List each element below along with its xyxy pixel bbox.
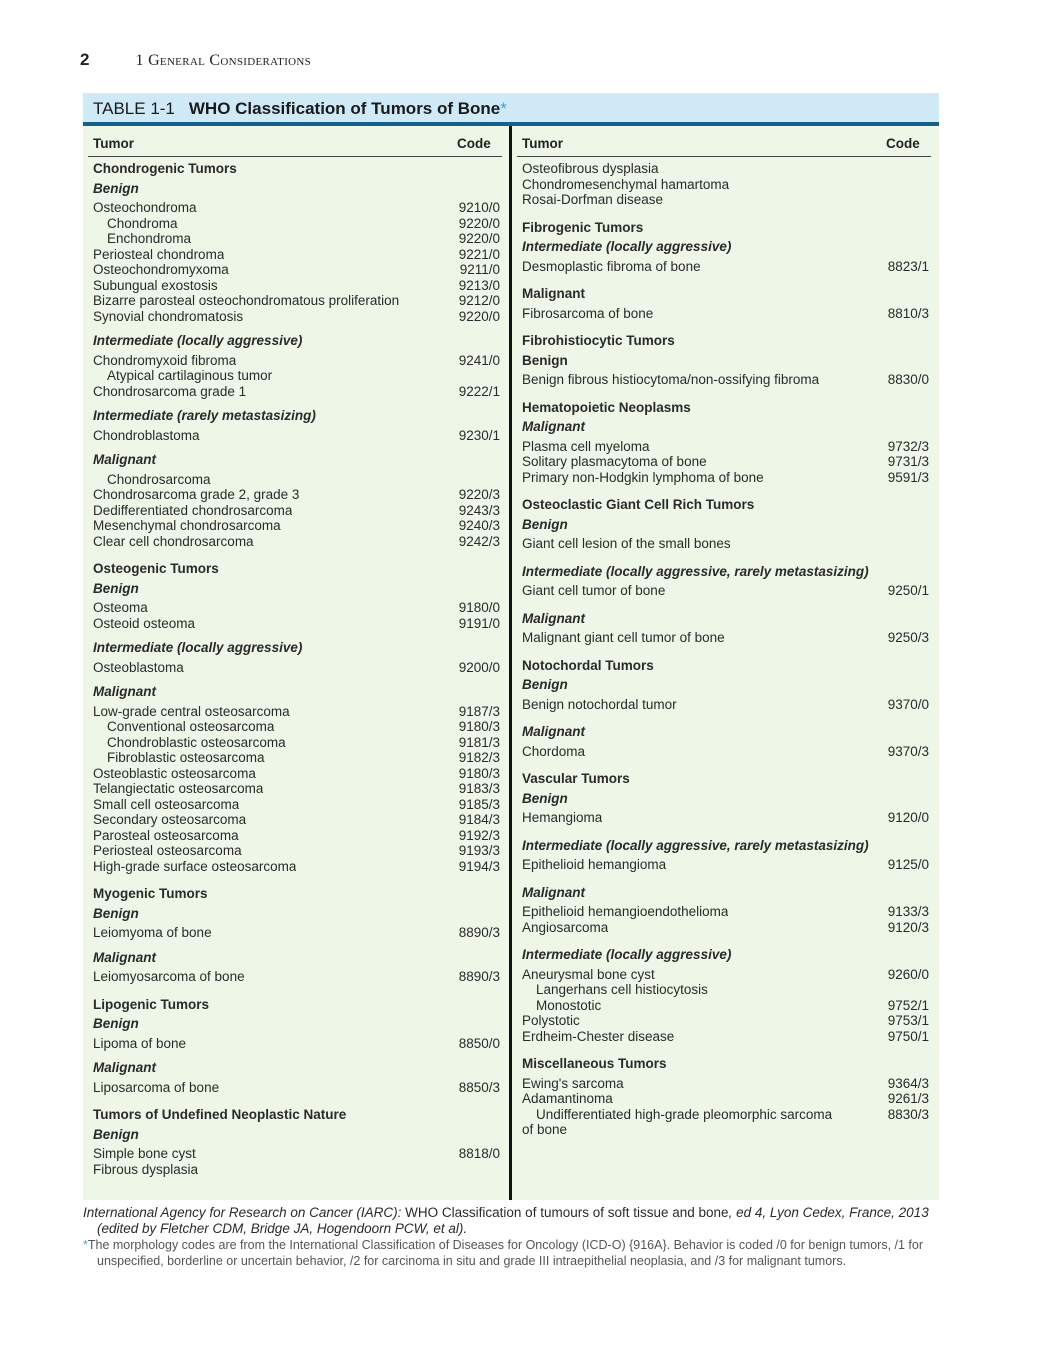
subheading: Malignant xyxy=(93,684,156,699)
table-row xyxy=(93,1036,500,1052)
tumor-code: 9181/3 xyxy=(458,734,500,750)
row-group xyxy=(522,161,929,208)
table-row xyxy=(522,177,929,193)
row-group xyxy=(522,536,929,552)
table-row xyxy=(522,998,929,1014)
tumor-name: Fibrosarcoma of bone xyxy=(522,305,654,321)
tumor-name: Low-grade central osteosarcoma xyxy=(93,703,290,719)
row-group xyxy=(522,810,929,826)
row-group xyxy=(522,744,929,760)
tumor-name: Periosteal osteosarcoma xyxy=(93,843,242,858)
row-group xyxy=(93,600,500,631)
table-row xyxy=(93,472,500,488)
table-row xyxy=(93,797,500,813)
title-footnote-mark: * xyxy=(500,99,507,118)
tumor-code: 9250/3 xyxy=(887,630,929,645)
tumor-code: 9187/3 xyxy=(458,703,500,719)
table-row xyxy=(93,660,500,676)
tumor-name: Benign fibrous histiocytoma/non-ossifying fibroma xyxy=(522,372,820,387)
subheading: Benign xyxy=(93,180,139,196)
table-row xyxy=(93,231,500,247)
table-row xyxy=(93,600,500,616)
tumor-code: 9191/0 xyxy=(458,615,500,631)
tumor-code: 9133/3 xyxy=(887,904,929,919)
tumor-name: Solitary plasmacytoma of bone xyxy=(522,454,707,469)
table-row xyxy=(93,487,500,503)
tumor-code: 9370/3 xyxy=(887,743,929,759)
tumor-code: 9211/0 xyxy=(459,262,500,277)
table-row xyxy=(93,719,500,735)
subheading: Malignant xyxy=(522,610,585,626)
table-row xyxy=(93,859,500,875)
tumor-name: Secondary osteosarcoma xyxy=(93,812,247,827)
table-row xyxy=(93,503,500,519)
table-row xyxy=(522,470,929,486)
subheading: Benign xyxy=(93,580,139,596)
row-group xyxy=(93,660,500,676)
section-heading: Tumors of Undefined Neoplastic Nature xyxy=(93,1107,347,1122)
tumor-code: 9210/0 xyxy=(458,200,500,215)
table-row xyxy=(93,200,500,216)
tumor-name: Conventional osteosarcoma xyxy=(107,719,275,734)
tumor-code: 8850/0 xyxy=(458,1035,500,1051)
row-group xyxy=(93,472,500,550)
row-group xyxy=(522,439,929,486)
row-group xyxy=(93,704,500,875)
tumor-code: 9250/1 xyxy=(887,583,929,598)
right-header-rule xyxy=(517,156,931,157)
table-row xyxy=(93,262,500,278)
tumor-code: 9731/3 xyxy=(887,454,929,469)
section-heading: Fibrogenic Tumors xyxy=(522,219,644,235)
tumor-code: 9200/0 xyxy=(458,659,500,675)
table-footnotes xyxy=(83,1205,943,1269)
tumor-code: 8850/3 xyxy=(458,1079,500,1095)
table-row xyxy=(522,920,929,936)
tumor-code: 9241/0 xyxy=(458,352,500,368)
table-row xyxy=(522,1076,929,1092)
tumor-name: Desmoplastic fibroma of bone xyxy=(522,258,701,274)
left-column xyxy=(93,161,500,1177)
tumor-name: Osteoblastic osteosarcoma xyxy=(93,765,256,781)
tumor-name: Chondrosarcoma grade 2, grade 3 xyxy=(93,487,300,502)
subheading-bold: Benign xyxy=(522,352,568,368)
tumor-name: Chondrosarcoma grade 1 xyxy=(93,383,247,399)
table-row xyxy=(522,967,929,983)
table-row xyxy=(522,259,929,275)
chapter-title: 1 General Considerations xyxy=(135,52,312,69)
table-row xyxy=(522,306,929,322)
table-row xyxy=(93,384,500,400)
tumor-name: Fibroblastic osteosarcoma xyxy=(107,750,265,765)
tumor-name: Giant cell lesion of the small bones xyxy=(522,536,731,551)
tumor-name: Angiosarcoma xyxy=(522,919,609,935)
table-row xyxy=(93,293,500,309)
tumor-code: 9220/0 xyxy=(458,231,500,246)
subheading: Malignant xyxy=(522,884,585,900)
row-group xyxy=(93,1080,500,1096)
section-heading: Vascular Tumors xyxy=(522,771,630,786)
table-row xyxy=(93,828,500,844)
tumor-name: Chondrosarcoma xyxy=(107,471,211,487)
table-row xyxy=(522,744,929,760)
tumor-code: 9732/3 xyxy=(887,438,929,454)
column-divider xyxy=(509,126,512,1200)
tumor-code xyxy=(879,536,929,552)
running-head xyxy=(80,50,311,70)
row-group xyxy=(522,583,929,599)
tumor-name: Enchondroma xyxy=(107,231,192,246)
tumor-name: Adamantinoma xyxy=(522,1091,613,1106)
tumor-code: 9242/3 xyxy=(458,533,500,549)
table-row xyxy=(522,192,929,208)
section-heading: Osteoclastic Giant Cell Rich Tumors xyxy=(522,497,755,512)
tumor-name: Liposarcoma of bone xyxy=(93,1079,220,1095)
left-header-code: Code xyxy=(457,136,491,151)
table-row xyxy=(522,1013,929,1029)
tumor-code: 9220/3 xyxy=(458,487,500,502)
tumor-code xyxy=(879,982,929,998)
tumor-name: Subungual exostosis xyxy=(93,277,218,293)
tumor-code: 9183/3 xyxy=(458,781,500,796)
row-group xyxy=(93,925,500,941)
tumor-name: Malignant giant cell tumor of bone xyxy=(522,630,725,645)
tumor-code: 9213/0 xyxy=(458,277,500,293)
tumor-name: Langerhans cell histiocytosis xyxy=(536,982,708,997)
tumor-code: 9180/0 xyxy=(458,600,500,615)
subheading: Intermediate (locally aggressive) xyxy=(522,947,732,962)
table-row xyxy=(93,534,500,550)
row-group xyxy=(93,428,500,444)
tumor-name: Small cell osteosarcoma xyxy=(93,796,240,812)
source-title: WHO Classification of tumours of soft tissue and bone xyxy=(401,1205,729,1220)
table-row xyxy=(93,750,500,766)
tumor-code: 8830/3 xyxy=(887,1106,929,1122)
tumor-code: 8830/0 xyxy=(887,372,929,387)
tumor-name: Ewing's sarcoma xyxy=(522,1075,624,1091)
tumor-name: of bone xyxy=(522,1122,568,1137)
row-group xyxy=(522,967,929,1045)
tumor-name: Lipoma of bone xyxy=(93,1035,187,1051)
subheading: Benign xyxy=(93,1126,139,1142)
table-row xyxy=(522,630,929,646)
row-group xyxy=(93,1036,500,1052)
row-group xyxy=(93,353,500,400)
tumor-name: Telangiectatic osteosarcoma xyxy=(93,781,264,796)
tumor-code: 9180/3 xyxy=(458,719,500,734)
tumor-code xyxy=(879,177,929,193)
tumor-code: 9212/0 xyxy=(458,293,500,308)
tumor-code: 9220/0 xyxy=(458,308,500,324)
tumor-name: Benign notochordal tumor xyxy=(522,696,677,712)
tumor-name: Rosai-Dorfman disease xyxy=(522,192,664,207)
right-header-tumor: Tumor xyxy=(522,136,563,151)
tumor-name: Polystotic xyxy=(522,1013,580,1028)
table-title: WHO Classification of Tumors of Bone xyxy=(188,99,501,118)
tumor-code: 9370/0 xyxy=(887,696,929,712)
subheading: Malignant xyxy=(93,949,156,965)
table-row xyxy=(522,810,929,826)
table-row xyxy=(522,161,929,177)
table-row xyxy=(93,278,500,294)
table-row xyxy=(93,616,500,632)
tumor-code: 9125/0 xyxy=(887,857,929,872)
subheading: Intermediate (locally aggressive) xyxy=(93,640,303,655)
tumor-code: 9192/3 xyxy=(458,827,500,843)
table-row xyxy=(522,583,929,599)
tumor-name: Monostotic xyxy=(536,997,602,1013)
subheading: Intermediate (locally aggressive, rarely metastasizing) xyxy=(522,563,869,579)
tumor-code: 9364/3 xyxy=(887,1075,929,1091)
tumor-code: 9221/0 xyxy=(458,246,500,262)
table-row xyxy=(93,1162,500,1178)
table-row xyxy=(93,428,500,444)
morphology-note xyxy=(83,1238,943,1269)
table-row xyxy=(93,704,500,720)
tumor-name: Chondroblastoma xyxy=(93,427,200,443)
subheading: Malignant xyxy=(93,1060,156,1075)
subheading: Benign xyxy=(522,677,568,692)
tumor-name: Osteoblastoma xyxy=(93,659,184,675)
tumor-name: Simple bone cyst xyxy=(93,1146,196,1161)
tumor-code xyxy=(879,192,929,208)
tumor-name: Leiomyoma of bone xyxy=(93,925,212,940)
section-heading: Fibrohistiocytic Tumors xyxy=(522,333,675,348)
tumor-name: Mesenchymal chondrosarcoma xyxy=(93,518,281,533)
table-row xyxy=(522,904,929,920)
tumor-name: Primary non-Hodgkin lymphoma of bone xyxy=(522,469,764,485)
tumor-code: 8890/3 xyxy=(458,925,500,940)
table-row xyxy=(522,1091,929,1107)
table-row xyxy=(93,518,500,534)
table-row xyxy=(93,216,500,232)
table-row xyxy=(522,982,929,998)
tumor-name: Epithelioid hemangioma xyxy=(522,857,667,872)
tumor-name: Undifferentiated high-grade pleomorphic sarcoma xyxy=(536,1106,833,1122)
table-row xyxy=(93,309,500,325)
row-group xyxy=(522,1076,929,1138)
row-group xyxy=(522,259,929,275)
table-row xyxy=(522,857,929,873)
subheading: Benign xyxy=(522,790,568,806)
table-row xyxy=(522,1107,929,1123)
tumor-code: 9222/1 xyxy=(458,383,500,399)
note-mark: * xyxy=(83,1238,88,1252)
source-org: International Agency for Research on Cancer (IARC): xyxy=(83,1205,402,1220)
tumor-code: 9185/3 xyxy=(458,796,500,812)
tumor-code: 9182/3 xyxy=(458,750,500,765)
tumor-code xyxy=(450,368,500,384)
section-heading: Hematopoietic Neoplasms xyxy=(522,399,691,415)
tumor-code: 8818/0 xyxy=(458,1146,500,1161)
table-row xyxy=(93,247,500,263)
source-citation xyxy=(83,1205,943,1236)
tumor-name: Clear cell chondrosarcoma xyxy=(93,533,254,549)
tumor-code: 9753/1 xyxy=(887,1013,929,1028)
tumor-name: Atypical cartilaginous tumor xyxy=(107,368,273,383)
row-group xyxy=(93,1146,500,1177)
table-row xyxy=(93,843,500,859)
subheading-bold: Malignant xyxy=(522,286,585,301)
tumor-name: High-grade surface osteosarcoma xyxy=(93,858,297,874)
table-row xyxy=(93,969,500,985)
tumor-code: 9243/3 xyxy=(458,502,500,518)
table-row xyxy=(522,454,929,470)
subheading: Intermediate (locally aggressive) xyxy=(93,333,303,348)
tumor-name: Chondromesenchymal hamartoma xyxy=(522,176,730,192)
tumor-name: Chordoma xyxy=(522,743,586,759)
tumor-name: Hemangioma xyxy=(522,810,603,825)
tumor-code: 8823/1 xyxy=(887,258,929,274)
tumor-code: 9180/3 xyxy=(458,765,500,781)
tumor-name: Aneurysmal bone cyst xyxy=(522,966,655,982)
subheading: Intermediate (locally aggressive) xyxy=(522,239,732,254)
tumor-name: Osteoid osteoma xyxy=(93,615,196,631)
tumor-code: 9184/3 xyxy=(458,812,500,827)
tumor-code xyxy=(879,1122,929,1138)
subheading: Benign xyxy=(522,516,568,532)
row-group xyxy=(522,630,929,646)
subheading: Malignant xyxy=(93,452,156,467)
tumor-name: Osteofibrous dysplasia xyxy=(522,161,659,176)
table-row xyxy=(522,439,929,455)
tumor-code: 9591/3 xyxy=(887,469,929,485)
section-heading: Osteogenic Tumors xyxy=(93,561,219,576)
page-number: 2 xyxy=(80,50,90,69)
table-row xyxy=(93,1146,500,1162)
tumor-code: 9750/1 xyxy=(887,1028,929,1044)
subheading: Intermediate (rarely metastasizing) xyxy=(93,408,316,423)
tumor-name: Chondroblastic osteosarcoma xyxy=(107,734,286,750)
section-heading: Lipogenic Tumors xyxy=(93,996,210,1012)
tumor-name: Osteochondroma xyxy=(93,200,197,215)
tumor-name: Synovial chondromatosis xyxy=(93,308,244,324)
table-row xyxy=(93,735,500,751)
table-row xyxy=(522,536,929,552)
note-text: The morphology codes are from the International Classification of Diseases for Oncology (ICD-O) {916A}. Behavior is coded /0 for benign tumors, /1 for unspecified, borderline or uncertain behavior, /2 for carcinoma in situ and grade III intraepithelial neoplasia, and /3 for malignant tumors. xyxy=(87,1238,924,1268)
tumor-code: 8890/3 xyxy=(458,969,500,984)
subheading: Malignant xyxy=(522,419,585,434)
tumor-name: Osteochondromyxoma xyxy=(93,262,229,277)
section-heading: Notochordal Tumors xyxy=(522,657,654,673)
row-group xyxy=(522,372,929,388)
table-title-bar xyxy=(83,93,939,126)
tumor-code: 9120/0 xyxy=(887,810,929,825)
tumor-name: Chondroma xyxy=(107,215,178,231)
tumor-name: Leiomyosarcoma of bone xyxy=(93,969,245,984)
tumor-code: 9220/0 xyxy=(458,215,500,231)
tumor-name: Osteoma xyxy=(93,600,148,615)
tumor-name: Plasma cell myeloma xyxy=(522,438,650,454)
tumor-name: Fibrous dysplasia xyxy=(93,1161,199,1177)
table-row xyxy=(522,697,929,713)
row-group xyxy=(522,857,929,873)
table-row xyxy=(522,372,929,388)
subheading: Malignant xyxy=(522,724,585,739)
table-row xyxy=(93,781,500,797)
tumor-code: 9193/3 xyxy=(458,843,500,858)
tumor-code xyxy=(450,472,500,488)
tumor-code: 9240/3 xyxy=(458,518,500,533)
tumor-name: Epithelioid hemangioendothelioma xyxy=(522,904,729,919)
source-details: , ed 4, Lyon Cedex, France, 2013 (edited by Fletcher CDM, Bridge JA, Hogendoorn PCW, et al). xyxy=(97,1205,929,1236)
tumor-code: 9261/3 xyxy=(887,1091,929,1106)
section-heading: Myogenic Tumors xyxy=(93,886,208,901)
tumor-name: Bizarre parosteal osteochondromatous proliferation xyxy=(93,293,400,308)
tumor-name: Chondromyxoid fibroma xyxy=(93,352,237,368)
row-group xyxy=(522,697,929,713)
tumor-code: 9260/0 xyxy=(887,966,929,982)
tumor-code: 8810/3 xyxy=(887,305,929,321)
tumor-name: Erdheim-Chester disease xyxy=(522,1028,675,1044)
row-group xyxy=(522,306,929,322)
tumor-code: 9752/1 xyxy=(887,997,929,1013)
table-row xyxy=(93,812,500,828)
table-row xyxy=(93,766,500,782)
subheading: Benign xyxy=(93,905,139,921)
tumor-name: Dedifferentiated chondrosarcoma xyxy=(93,502,293,518)
tumor-name: Giant cell tumor of bone xyxy=(522,583,666,598)
row-group xyxy=(93,969,500,985)
tumor-code: 9120/3 xyxy=(887,919,929,935)
subheading: Benign xyxy=(93,1016,139,1031)
row-group xyxy=(93,200,500,324)
table-row xyxy=(93,353,500,369)
tumor-name: Parosteal osteosarcoma xyxy=(93,827,239,843)
left-header-tumor: Tumor xyxy=(93,136,134,151)
tumor-name: Periosteal chondroma xyxy=(93,246,225,262)
table-row xyxy=(93,1080,500,1096)
section-heading: Miscellaneous Tumors xyxy=(522,1056,667,1071)
right-column xyxy=(522,161,929,1138)
section-heading: Chondrogenic Tumors xyxy=(93,161,237,176)
tumor-code: 9194/3 xyxy=(458,858,500,874)
table-label: TABLE 1-1 xyxy=(93,99,175,118)
tumor-code: 9230/1 xyxy=(458,427,500,443)
table-row xyxy=(93,368,500,384)
left-header-rule xyxy=(88,156,502,157)
table-row xyxy=(522,1029,929,1045)
right-header-code: Code xyxy=(886,136,920,151)
table-row xyxy=(522,1122,929,1138)
tumor-code xyxy=(450,1162,500,1178)
tumor-code xyxy=(879,161,929,177)
row-group xyxy=(522,904,929,935)
table-row xyxy=(93,925,500,941)
subheading: Intermediate (locally aggressive, rarely metastasizing) xyxy=(522,837,869,853)
